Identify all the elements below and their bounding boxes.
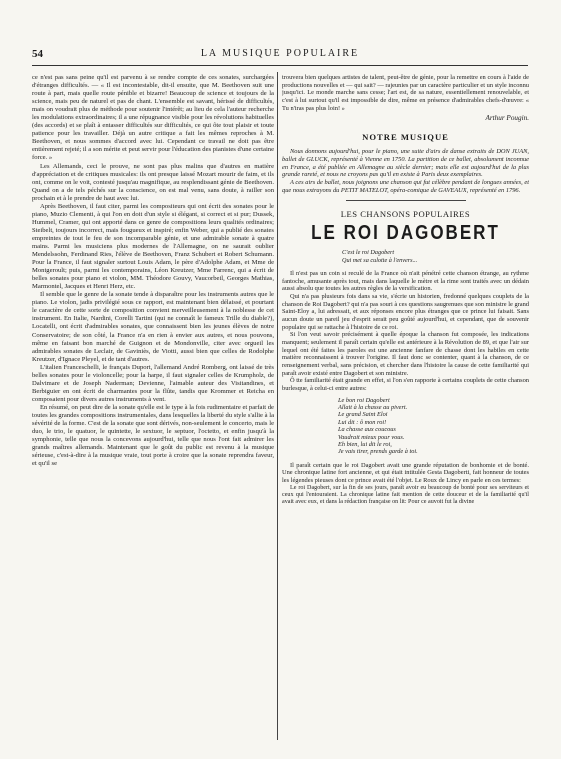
notre-musique-block — [282, 148, 529, 194]
article-title: LE ROI DAGOBERT — [311, 221, 500, 245]
right-column — [282, 74, 529, 736]
column-divider — [277, 72, 278, 740]
song-line: Lui dit : ô mon roi! — [338, 418, 387, 426]
left-column — [32, 74, 274, 736]
epigraph-line: Qui met sa culotte à l'envers... — [342, 256, 418, 264]
section-rule — [346, 200, 466, 201]
page-header — [32, 48, 528, 62]
song-line: Eh bien, lui dit le roi, — [338, 440, 392, 448]
paragraph: Si l'on veut savoir précisément à quelle époque la chanson fut composée, les indications manquent; seulement il paraît certain qu'elle est antérieure à la Révolution de 89, et que l'air sur lequel ont été faites les paroles est une ancienne fanfare de chasse dont les habiles en cette matière reconnaissent à trouver l'origine. Il faut donc se contenter, quant à la chanson, de ce renseignement verbal, sans précision, et chercher dans l'histoire la cause de cette familiarité qui paraît avoir existé entre Dagobert et son ministre. — [282, 331, 529, 377]
page-number: 54 — [32, 48, 43, 60]
song-line: La chasse aux coucous — [338, 426, 396, 434]
paragraph: trouvera bien quelques artistes de talent, peut-être de génie, pour la remettre en cours à l'aide de productions nouvelles et — qui sait? — rajeunies par un caractère particulier et un style inconnu jusqu'ici. Le monde marche sans cesse; l'art est, de sa nature, essentiellement renouvelable, et c'est à lui surtout qu'il est impossible de dire, même en présence d'admirables chefs-d'œuvre: « Tu n'iras pas plus loin! » — [282, 74, 529, 112]
paragraph: Après Beethoven, il faut citer, parmi les compositeurs qui ont écrit des sonates pour le piano, Muzio Clementi, à qui l'on en doit d'un style si élégant, si correct et si pur; Dussek, Hummel, Cramer, qui ont apporté dans ce genre de compositions leurs qualités ordinaires; Steibelt, toujours incorrect, mais fougueux et inspiré; enfin Weber, qui a publié des sonates empreintes de tout le feu de son incomparable génie, et une admirable sonate à quatre mains. Parmi les musiciens plus modernes de l'Allemagne, on ne saurait oublier Mendelssohn, Ferdinand Ries, l'élève de Beethoven, Franz Schubert et Robert Schumann. Pour la France, il faut signaler surtout Louis Adam, le père d'Adolphe Adam, et Mme de Montgeroult; puis, parmi les contemporains, Léon Kreutzer, Mme Farrenc, qui a écrit de belles sonates pour piano et violon, MM. Théodore Gouvy, Vaucorbeil, Georges Mathias, Marmontel, Jacques et Henri Herz, etc. — [32, 202, 274, 291]
header-rule — [32, 65, 528, 66]
paragraph: Ô tte familiarité était grande en effet, si l'on s'en rapporte à certains couplets de cette chanson burlesque, à celui-ci entre autres: — [282, 377, 529, 392]
song-line: Le grand Saint Eloi — [338, 411, 388, 419]
paragraph: Il n'est pas un coin si reculé de la France où n'ait pénétré cette chanson étrange, au rythme fantoche, amusante après tout, mais dans laquelle le mètre et la rime sont traités avec un dédain aussi absolu que toutes les autres règles de la versification. — [282, 270, 529, 293]
journal-title: LA MUSIQUE POPULAIRE — [200, 48, 360, 59]
author-signature: Arthur Pougin. — [485, 114, 529, 123]
song-verse — [338, 397, 529, 456]
paragraph: Il semble que le genre de la sonate tende à disparaître pour les instruments autres que le piano. Le violon, jadis privilégié sous ce rapport, est maintenant bien délaissé, et pourtant le caractère de cette sorte de composition convient merveilleusement à la noblesse de cet instrument. En Italie, Nardini, Corelli Tartini (qui ne connaît le fameux Trille du diable?), Locatelli, ont écrit d'admirables sonates, que connaissent bien les jeunes élèves de notre Conservatoire; de son côté, la France n'a en rien à envier aux autres, et nous pouvons, même en faisant bon marché de Guignon et de Mondonville, citer avec orgueil les admirables sonates de Leclair, de Gaviniès, de Viotti, aussi bien que celles de Rodolphe Kreutzer, d'Ignace Pleyel, et de tant d'autres. — [32, 291, 274, 363]
paragraph: A ces airs de ballet, nous joignons une chanson qui fut célèbre pendant de longues années, et que nous extrayons du PETIT MATELOT, opéra-comique de GAVEAUX, représenté en 1796. — [282, 178, 529, 194]
song-line: Allait à la chasse au pivert. — [338, 403, 408, 411]
song-line: Je vais tirer, prends garde à toi. — [338, 448, 418, 456]
section-heading-notre-musique: NOTRE MUSIQUE — [362, 132, 449, 143]
paragraph: Il paraît certain que le roi Dagobert avait une grande réputation de bonhomie et de bonté. Une chronique latine fort ancienne, et qui était intitulée Gesta Dagoberti, fait honneur de toutes les légendes pieuses dont ce prince avait été l'objet. Le Roux de Lincy en parle en ces termes: — [282, 461, 529, 485]
paragraph: En résumé, on peut dire de la sonate qu'elle est le type à la fois rudimentaire et parfait de toutes les grandes compositions instrumentales, dans lesquelles la liberté du style s'allie à la sévérité de la forme. C'est de la sonate que sont dérivés, non-seulement le concerto, mais le duo, le trio, le quatuor, le quintette, le sextuor, le septuor, l'octetto, et enfin jusqu'à la symphonie, telle que nous la concevons aujourd'hui, telle que nous l'ont fait admirer les grands maîtres allemands. Maintenant que le goût du public est revenu à la musique sérieuse, c'est-à-dire à la musique vraie, tout porte à croire que la sonate reprendra faveur, et qu'il se — [32, 403, 274, 468]
paragraph: L'italien Franceschelli, le français Duport, l'allemand André Romberg, ont laissé de très belles sonates pour le violoncelle; pour la harpe, il faut signaler celles de Krumpholz, de Dalvimare et de Joseph Naderman; Devienne, l'aimable auteur des Visitandines, et Berbiguier en ont écrit de charmantes pour la flûte, tandis que Krommer et Reicha en composaient pour divers autres instruments à vent. — [32, 363, 274, 403]
song-line: Le bon roi Dagobert — [338, 396, 390, 404]
paragraph: Nous donnons aujourd'hui, pour le piano, une suite d'airs de danse extraits de DON JUAN, ballet de GLUCK, représenté à Vienne en 1750. La partition de ce ballet, absolument inconnue en France, a été publiée en Allemagne au siècle dernier; mais elle est aujourd'hui de la plus grande rareté, et nous ne croyons pas qu'il en existe à Paris deux exemplaires. — [282, 148, 529, 179]
epigraph-line: C'est le roi Dagobert — [342, 249, 395, 257]
song-line: Vaudrait mieux pour vous. — [338, 433, 405, 441]
paragraph: Les Allemands, ceci le prouve, ne sont pas plus malins que d'autres en matière d'appréciation et de critiques musicales: ils ont presque laissé Mozart mourir de faim, et ils ont, comme on le voit, contesté jusqu'au magnifique, au resplendissant génie de Beethoven. Quand on a de tels péchés sur la conscience, on est mal venu, sans doute, à railler son prochain et à le prendre de haut avec lui. — [32, 162, 274, 202]
epigraph — [342, 249, 529, 264]
paragraph: Le roi Dagobert, sur la fin de ses jours, paraît avoir eu beaucoup de bonté pour ses serviteurs et ceux qui l'entouraient. La chronique latine fait mention de cette douceur et de la familiarité qu'il avait avec eux, et dans la rédaction française on lit: Pour ce auvoit fut la divine — [282, 484, 529, 506]
paragraph: Qui n'a pas plusieurs fois dans sa vie, s'écrie un historien, fredonné quelques couplets de la chanson de Roi Dagobert? qui n'a pas souri à ces questions saugrenues que son ministre le grand Saint-Eloy a, lui adressait, et aux réponses encore plus étranges que ce prince lui faisait. Sans aucun doute un pareil jeu d'esprit serait peu goûté aujourd'hui, et cependant, que de souvenir populaire qui se rattache à l'histoire de ce roi. — [282, 293, 529, 331]
section-heading-chansons: LES CHANSONS POPULAIRES — [340, 209, 471, 220]
paragraph: ce n'est pas sans peine qu'il est parvenu à se rendre compte de ces sonates, surchargées d'étranges difficultés. — « Il est incontestable, dit-il ensuite, que M. Beethoven suit une route à part, mais quelle route pénible et bizarre! Beaucoup de science et toujours de la science, mais peu de naturel et pas de chant. L'ensemble est savant, hérissé de difficultés, mais on voudrait plus de méthode pour soutenir l'intérêt; au lieu de cela l'auteur recherche les modulations extraordinaires; il a une répugnance visible pour les révolutions habituelles (des accords) et se plaît à entasser difficultés sur difficultés, ce qui ôte tout plaisir et toute patience pour les travailler. Déjà un autre critique a fait les mêmes reproches à M. Beethoven, et nous sommes d'accord avec lui. Cependant ce travail ne doit pas être entièrement rejeté; il a son mérite et peut servir pour l'éducation des pianistes d'une certaine force. » — [32, 74, 274, 162]
